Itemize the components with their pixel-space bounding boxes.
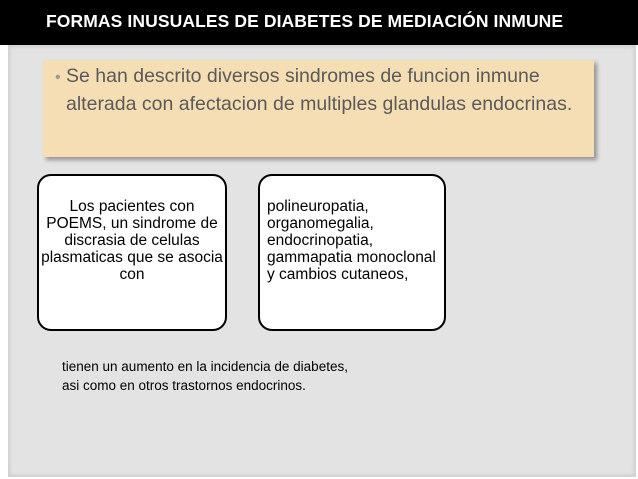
bullet-text: Se han descrito diversos sindromes de funcion inmune alterada con afectacion de multiples glandulas endocrinas. [66,65,573,115]
slide-title: FORMAS INUSUALES DE DIABETES DE MEDIACIÓN INMUNE [46,11,564,31]
symptoms-box-text: polineuropatia, organomegalia, endocrinopatia, gammapatia monoclonal y cambios cutaneos, [267,198,436,283]
bullet-icon: • [55,69,61,86]
poems-box [37,174,227,331]
conclusion-text: tienen un aumento en la incidencia de diabetes, asi como en otros trastornos endocrinos. [62,359,348,393]
title-bar [0,0,638,45]
poems-box-text: Los pacientes con POEMS, un sindrome de discrasia de celulas plasmaticas que se asocia con [41,198,223,283]
symptoms-box [258,174,446,331]
